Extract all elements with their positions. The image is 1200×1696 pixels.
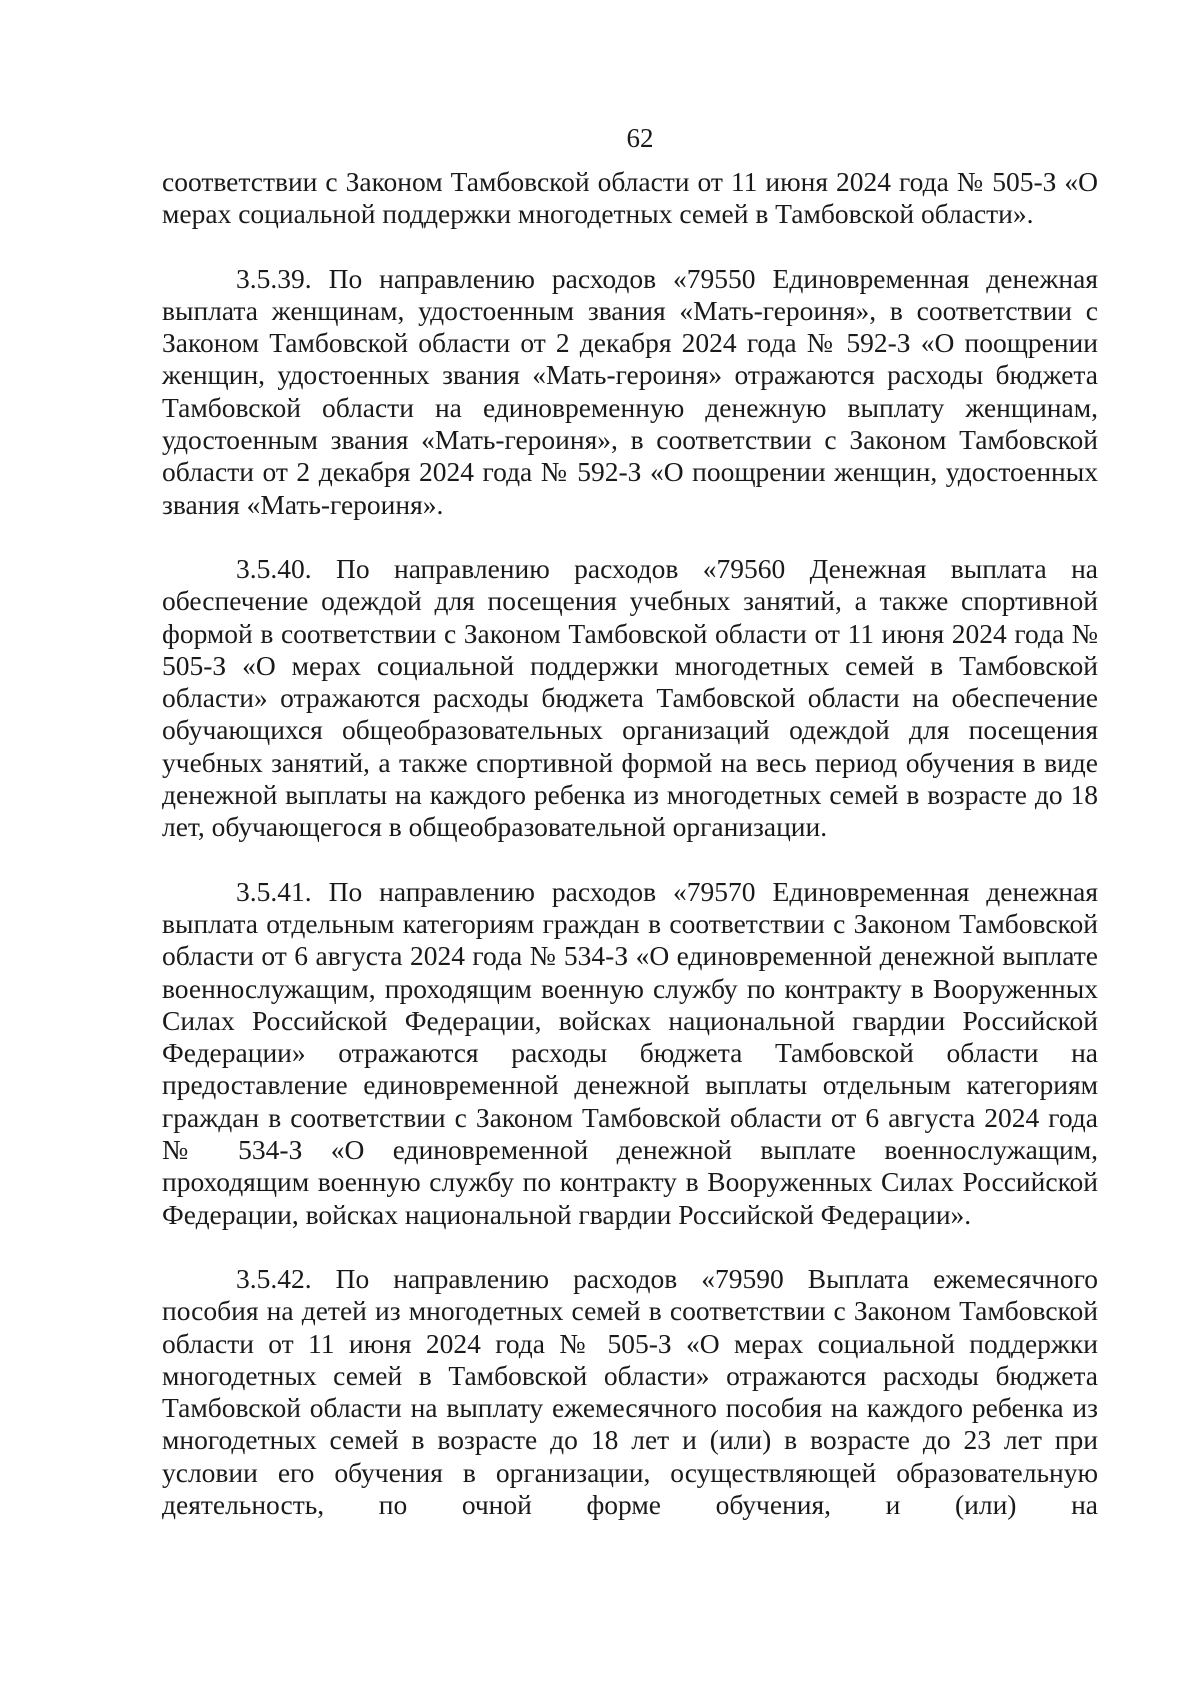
paragraph-3-5-42: 3.5.42. По направлению расходов «79590 Выплата ежемесячного пособия на детей из многодетных семей в соответствии с Законом Тамбовской области от 11 июня 2024 года № 505-З «О мерах социальной поддержки многодетных семей в Тамбовской области» отражаются расходы бюджета Тамбовской области на выплату ежемесячного пособия на каждого ребенка из многодетных семей в возрасте до 18 лет и (или) в возрасте до 23 лет при условии его обучения в организации, осуществляющей образовательную деятельность, по очной форме обучения, и (или) на bbox=[162, 1262, 1098, 1520]
paragraph-gap bbox=[162, 521, 1098, 553]
paragraph-3-5-39: 3.5.39. По направлению расходов «79550 Единовременная денежная выплата женщинам, удостоенным звания «Мать-героиня», в соответствии с Законом Тамбовской области от 2 декабря 2024 года № 592-З «О поощрении женщин, удостоенных звания «Мать-героиня» отражаются расходы бюджета Тамбовской области на единовременную денежную выплату женщинам, удостоенным звания «Мать-героиня», в соответствии с Законом Тамбовской области от 2 декабря 2024 года № 592-З «О поощрении женщин, удостоенных звания «Мать-героиня». bbox=[162, 262, 1098, 520]
page-number: 62 bbox=[626, 123, 654, 153]
paragraph-3-5-40: 3.5.40. По направлению расходов «79560 Денежная выплата на обеспечение одеждой для посещения учебных занятий, а также спортивной формой в соответствии с Законом Тамбовской области от 11 июня 2024 года № 505-З «О мерах социальной поддержки многодетных семей в Тамбовской области» отражаются расходы бюджета Тамбовской области на обеспечение обучающихся общеобразовательных организаций одеждой для посещения учебных занятий, а также спортивной формой на весь период обучения в виде денежной выплаты на каждого ребенка из многодетных семей в возрасте до 18 лет, обучающегося в общеобразовательной организации. bbox=[162, 552, 1098, 843]
paragraph-3-5-41: 3.5.41. По направлению расходов «79570 Единовременная денежная выплата отдельным категориям граждан в соответствии с Законом Тамбовской области от 6 августа 2024 года № 534-З «О единовременной денежной выплате военнослужащим, проходящим военную службу по контракту в Вооруженных Силах Российской Федерации, войсках национальной гвардии Российской Федерации» отражаются расходы бюджета Тамбовской области на предоставление единовременной денежной выплаты отдельным категориям граждан в соответствии с Законом Тамбовской области от 6 августа 2024 года № 534-З «О единовременной денежной выплате военнослужащим, проходящим военную службу по контракту в Вооруженных Силах Российской Федерации, войсках национальной гвардии Российской Федерации». bbox=[162, 875, 1098, 1230]
paragraph-gap bbox=[162, 231, 1098, 263]
document-body bbox=[162, 166, 1098, 1521]
paragraph-continuation: соответствии с Законом Тамбовской области от 11 июня 2024 года № 505-З «О мерах социальной поддержки многодетных семей в Тамбовской области». bbox=[162, 166, 1098, 230]
paragraph-gap bbox=[162, 844, 1098, 876]
paragraph-gap bbox=[162, 1231, 1098, 1263]
